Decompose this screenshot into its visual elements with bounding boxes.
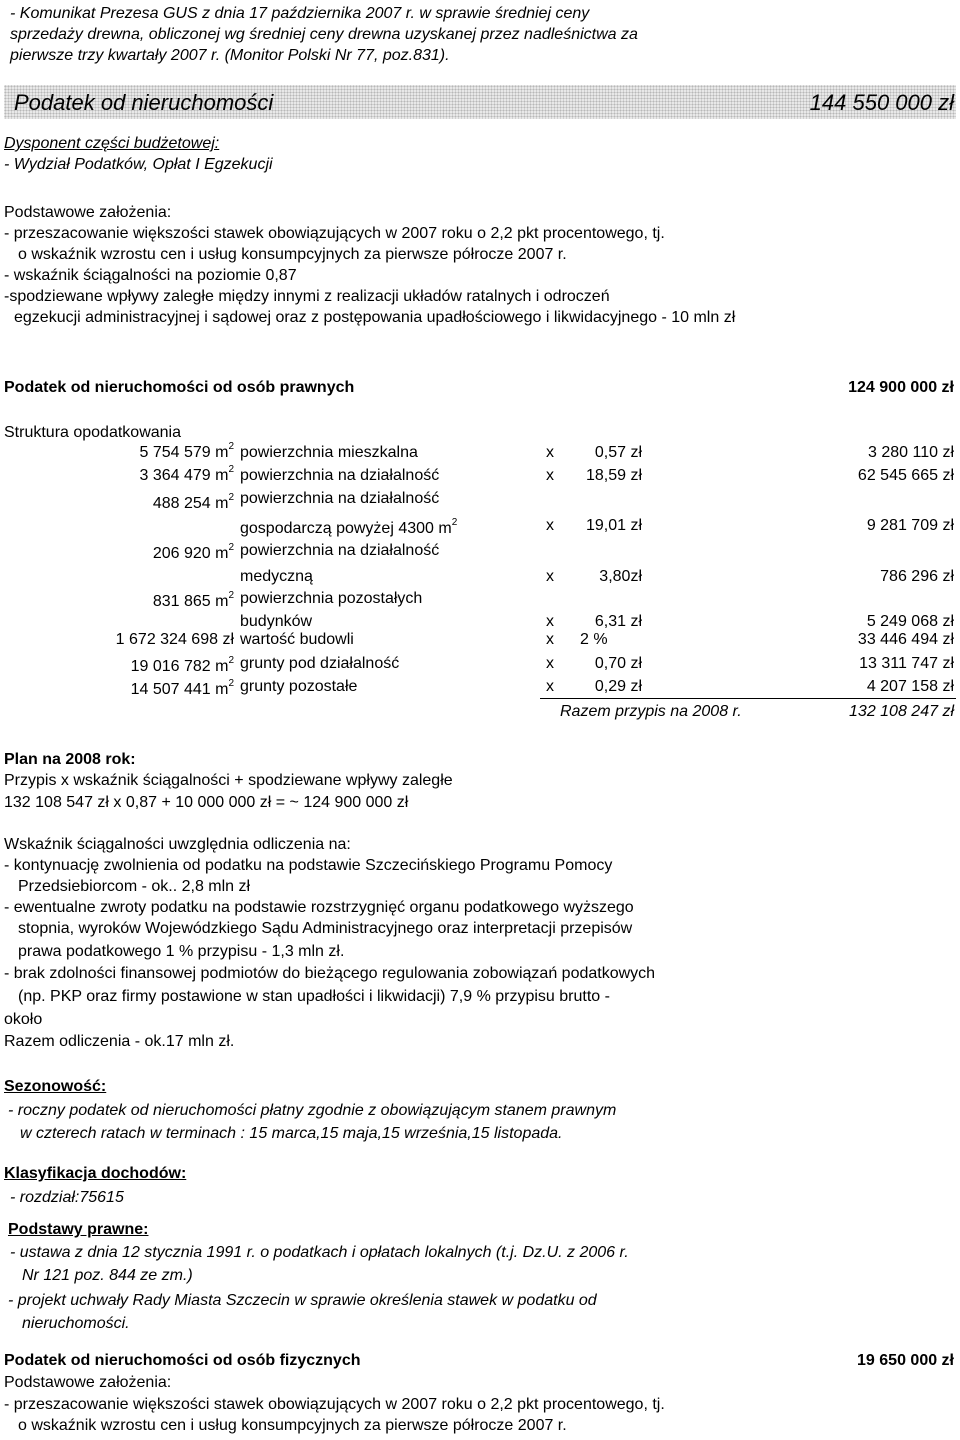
total-rule <box>540 698 956 699</box>
podstawy-line-3: - projekt uchwały Rady Miasta Szczecin w sprawie określenia stawek w podatku od <box>8 1292 597 1309</box>
fizyczne-line-1: - przeszacowanie większości stawek obowiązujących w 2007 roku o 2,2 pkt procentowego, tj. <box>4 1396 665 1413</box>
row-6-rate: 2 % <box>580 631 608 648</box>
row-3-desc-2: gospodarczą powyżej 4300 $m^2$ <box>240 517 458 537</box>
dysponent-value: - Wydział Podatków, Opłat I Egzekucji <box>4 156 273 173</box>
fizyczne-amount: 19 650 000 zł <box>857 1352 954 1369</box>
row-6-qty: 1 672 324 698 zł <box>115 631 234 648</box>
row-5-desc: powierzchnia pozostałych <box>240 590 423 607</box>
row-2-rate: 18,59 zł <box>585 467 642 484</box>
section-title: Podatek od nieruchomości <box>14 90 274 115</box>
fizyczne-line-2: o wskaźnik wzrostu cen i usług konsumpcyjnych za pierwsze półrocze 2007 r. <box>18 1417 567 1434</box>
intro-line-1: - Komunikat Prezesa GUS z dnia 17 października 2007 r. w sprawie średniej ceny <box>10 5 590 22</box>
odliczenia-line-1: - kontynuację zwolnienia od podatku na podstawie Szczecińskiego Programu Pomocy <box>4 857 613 874</box>
row-3-desc: powierzchnia na działalność <box>240 490 440 507</box>
zalozenia-label: Podstawowe założenia: <box>4 204 172 221</box>
sezonowosc-line-2: w czterech ratach w terminach : 15 marca,15 maja,15 września,15 listopada. <box>20 1125 563 1142</box>
section-amount: 144 550 000 zł <box>809 90 954 115</box>
row-1-desc: powierzchnia mieszkalna <box>240 444 418 461</box>
zalozenia-line-4: -spodziewane wpływy zaległe między innymi z realizacji układów ratalnych i odroczeń <box>4 288 610 305</box>
row-5-amount: 5 249 068 zł <box>866 613 954 630</box>
row-6-x: x <box>546 631 554 648</box>
prawne-title: Podatek od nieruchomości od osób prawnych <box>4 379 355 396</box>
row-2-desc: powierzchnia na działalność <box>240 467 440 484</box>
row-8-x: x <box>546 678 554 695</box>
row-6-desc: wartość budowli <box>240 631 354 648</box>
row-3-rate: 19,01 zł <box>585 517 642 534</box>
podstawy-line-4: nieruchomości. <box>22 1315 130 1332</box>
row-2-amount: 62 545 665 zł <box>857 467 954 484</box>
row-3-amount: 9 281 709 zł <box>866 517 954 534</box>
row-6-amount: 33 446 494 zł <box>857 631 954 648</box>
odliczenia-line-7: (np. PKP oraz firmy postawione w stan upadłości i likwidacji) 7,9 % przypisu brutto - <box>18 988 610 1005</box>
fizyczne-zalozenia-label: Podstawowe założenia: <box>4 1374 172 1391</box>
odliczenia-line-3: - ewentualne zwroty podatku na podstawie rozstrzygnięć organu podatkowego wyższego <box>4 899 634 916</box>
row-8-qty: 14 507 441 $m^2$ <box>130 678 234 698</box>
row-5-qty: 831 865 $m^2$ <box>152 590 234 610</box>
odliczenia-label: Wskaźnik ściągalności uwzględnia odliczenia na: <box>4 836 351 853</box>
row-4-desc-2: medyczną <box>240 568 313 585</box>
row-2-qty: 3 364 479 $m^2$ <box>139 464 234 484</box>
plan-line-2: 132 108 547 zł x 0,87 + 10 000 000 zł = ~ 124 900 000 zł <box>4 794 409 811</box>
intro-line-2: sprzedaży drewna, obliczonej wg średniej ceny drewna uzyskanej przez nadleśnictwa za <box>10 26 638 43</box>
zalozenia-line-5: egzekucji administracyjnej i sądowej oraz z postępowania upadłościowego i likwidacyjnego - 10 mln zł <box>14 309 736 326</box>
row-4-desc: powierzchnia na działalność <box>240 542 440 559</box>
row-8-desc: grunty pozostałe <box>240 678 358 695</box>
odliczenia-line-8: około <box>4 1011 43 1028</box>
total-label: Razem przypis na 2008 r. <box>560 703 742 720</box>
fizyczne-title: Podatek od nieruchomości od osób fizycznych <box>4 1352 361 1369</box>
sezonowosc-label: Sezonowość: <box>4 1078 107 1095</box>
row-7-desc: grunty pod działalność <box>240 655 400 672</box>
zalozenia-line-3: - wskaźnik ściągalności na poziomie 0,87 <box>4 267 297 284</box>
row-7-rate: 0,70 zł <box>594 655 642 672</box>
row-1-x: x <box>546 444 554 461</box>
zalozenia-line-1: - przeszacowanie większości stawek obowiązujących w 2007 roku o 2,2 pkt procentowego, tj. <box>4 225 665 242</box>
row-1-rate: 0,57 zł <box>594 444 642 461</box>
odliczenia-line-5: prawa podatkowego 1 % przypisu - 1,3 mln zł. <box>18 943 345 960</box>
row-8-amount: 4 207 158 zł <box>866 678 954 695</box>
row-4-rate: 3,80zł <box>599 568 642 585</box>
odliczenia-line-4: stopnia, wyroków Wojewódzkiego Sądu Administracyjnego oraz interpretacji przepisów <box>18 920 633 937</box>
row-8-rate: 0,29 zł <box>594 678 642 695</box>
dysponent-label: Dysponent części budżetowej: <box>4 135 220 152</box>
klasyfikacja-label: Klasyfikacja dochodów: <box>4 1165 187 1182</box>
intro-line-3: pierwsze trzy kwartały 2007 r. (Monitor Polski Nr 77, poz.831). <box>10 47 450 64</box>
podstawy-line-2: Nr 121 poz. 844 ze zm.) <box>22 1267 193 1284</box>
row-1-qty: 5 754 579 $m^2$ <box>139 441 234 461</box>
row-7-qty: 19 016 782 $m^2$ <box>130 655 234 675</box>
row-4-amount: 786 296 zł <box>880 568 954 585</box>
total-amount: 132 108 247 zł <box>849 703 954 720</box>
prawne-amount: 124 900 000 zł <box>848 379 954 396</box>
plan-line-1: Przypis x wskaźnik ściągalności + spodziewane wpływy zaległe <box>4 772 453 789</box>
klasyfikacja-value: - rozdział:75615 <box>10 1189 124 1206</box>
sezonowosc-line-1: - roczny podatek od nieruchomości płatny zgodnie z obowiązującym stanem prawnym <box>8 1102 617 1119</box>
row-7-amount: 13 311 747 zł <box>859 655 954 672</box>
odliczenia-line-9: Razem odliczenia - ok.17 mln zł. <box>4 1033 235 1050</box>
row-4-x: x <box>546 568 554 585</box>
plan-label: Plan na 2008 rok: <box>4 751 136 768</box>
podstawy-line-1: - ustawa z dnia 12 stycznia 1991 r. o podatkach i opłatach lokalnych (t.j. Dz.U. z 2006 r. <box>10 1244 629 1261</box>
podstawy-label: Podstawy prawne: <box>8 1221 149 1238</box>
row-7-x: x <box>546 655 554 672</box>
row-5-desc-2: budynków <box>240 613 313 630</box>
struktura-label: Struktura opodatkowania <box>4 424 181 441</box>
odliczenia-line-6: - brak zdolności finansowej podmiotów do bieżącego regulowania zobowiązań podatkowych <box>4 965 656 982</box>
zalozenia-line-2: o wskaźnik wzrostu cen i usług konsumpcyjnych za pierwsze półrocze 2007 r. <box>18 246 567 263</box>
row-3-qty: 488 254 $m^2$ <box>152 492 234 512</box>
odliczenia-line-2: Przedsiebiorcom - ok.. 2,8 mln zł <box>18 878 251 895</box>
row-5-rate: 6,31 zł <box>594 613 642 630</box>
row-5-x: x <box>546 613 554 630</box>
row-2-x: x <box>546 467 554 484</box>
row-1-amount: 3 280 110 zł <box>868 444 954 461</box>
row-3-x: x <box>546 517 554 534</box>
row-4-qty: 206 920 $m^2$ <box>152 542 234 562</box>
